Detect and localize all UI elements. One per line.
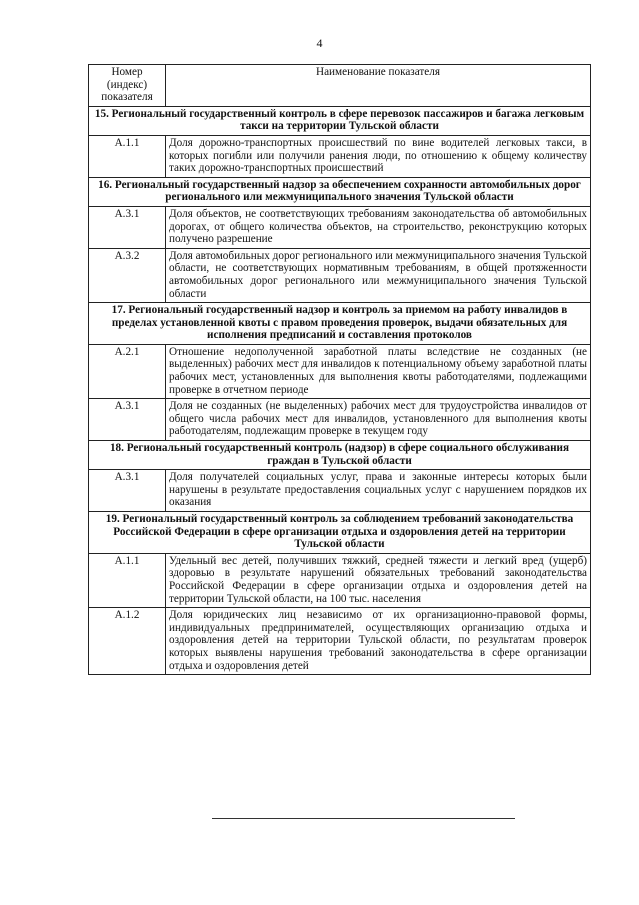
section-title: 16. Региональный государственный надзор за обеспечением сохранности автомобильных дорог регионального или межмуниципального значения Тульской области xyxy=(89,177,591,206)
column-header-code: Номер (индекс) показателя xyxy=(89,65,166,107)
section-title: 19. Региональный государственный контроль за соблюдением требований законодательства Российской Федерации в сфере организации отдыха и оздоровления детей на территории Тульской области xyxy=(89,512,591,554)
table-row xyxy=(89,344,591,398)
section-row xyxy=(89,512,591,554)
table-row xyxy=(89,470,591,512)
indicator-code: А.3.2 xyxy=(89,248,166,302)
indicator-name: Доля объектов, не соответствующих требованиям законодательства об автомобильных дорогах, от общего количества объектов, на строительство, реконструкцию которых получено разрешение xyxy=(166,206,591,248)
section-row xyxy=(89,177,591,206)
table-row xyxy=(89,553,591,607)
page-number: 4 xyxy=(316,36,323,50)
indicator-name: Отношение недополученной заработной платы вследствие не созданных (не выделенных) рабочих мест для инвалидов к потенциальному объему заработной платы рабочих мест, установленных для выполнения квоты работодателями, подлежащими проверке в отчетном периоде xyxy=(166,344,591,398)
indicators-table xyxy=(88,64,591,675)
section-row xyxy=(89,441,591,470)
indicator-name: Доля юридических лиц независимо от их организационно-правовой формы, индивидуальных предпринимателей, осуществляющих организацию отдыха и оздоровления детей на территории Тульской области, по результатам проверок которых выявлены нарушения требований законодательства в сфере организации отдыха и оздоровления детей xyxy=(166,608,591,675)
column-header-name: Наименование показателя xyxy=(166,65,591,107)
indicator-name: Доля дорожно-транспортных происшествий по вине водителей легковых такси, в которых погибли или получили ранения люди, по отношению к общему количеству таких дорожно-транспортных происшествий xyxy=(166,135,591,177)
indicator-code: А.1.2 xyxy=(89,608,166,675)
section-title: 17. Региональный государственный надзор и контроль за приемом на работу инвалидов в пределах установленной квоты с правом проведения проверок, выдачи обязательных для исполнения предписаний и составления протоколов xyxy=(89,303,591,345)
table-row xyxy=(89,399,591,441)
table-row xyxy=(89,135,591,177)
indicator-code: А.1.1 xyxy=(89,553,166,607)
indicator-name: Доля автомобильных дорог регионального или межмуниципального значения Тульской области, не соответствующих нормативным требованиям, в общей протяженности автомобильных дорог регионального или межмуниципального значения Тульской области xyxy=(166,248,591,302)
section-row xyxy=(89,303,591,345)
indicator-code: А.3.1 xyxy=(89,470,166,512)
table-row xyxy=(89,248,591,302)
table-row xyxy=(89,608,591,675)
section-title: 18. Региональный государственный контроль (надзор) в сфере социального обслуживания граждан в Тульской области xyxy=(89,441,591,470)
indicator-code: А.3.1 xyxy=(89,399,166,441)
table-row xyxy=(89,206,591,248)
indicator-code: А.3.1 xyxy=(89,206,166,248)
indicator-name: Удельный вес детей, получивших тяжкий, средней тяжести и легкий вред (ущерб) здоровью в результате нарушений обязательных требований законодательства Российской Федерации в сфере организации отдыха и оздоровления детей на территории Тульской области, на 100 тыс. населения xyxy=(166,553,591,607)
indicator-code: А.2.1 xyxy=(89,344,166,398)
section-title: 15. Региональный государственный контроль в сфере перевозок пассажиров и багажа легковым такси на территории Тульской области xyxy=(89,106,591,135)
indicator-code: А.1.1 xyxy=(89,135,166,177)
section-row xyxy=(89,106,591,135)
indicator-name: Доля получателей социальных услуг, права и законные интересы которых были нарушены в результате предоставления социальных услуг с нарушением порядков их оказания xyxy=(166,470,591,512)
bottom-rule xyxy=(212,818,515,819)
indicator-name: Доля не созданных (не выделенных) рабочих мест для трудоустройства инвалидов от общего числа рабочих мест для инвалидов, установленного для выполнения квоты работодателям, подлежащим проверке в текущем году xyxy=(166,399,591,441)
table-body xyxy=(89,106,591,674)
table-header-row xyxy=(89,65,591,107)
